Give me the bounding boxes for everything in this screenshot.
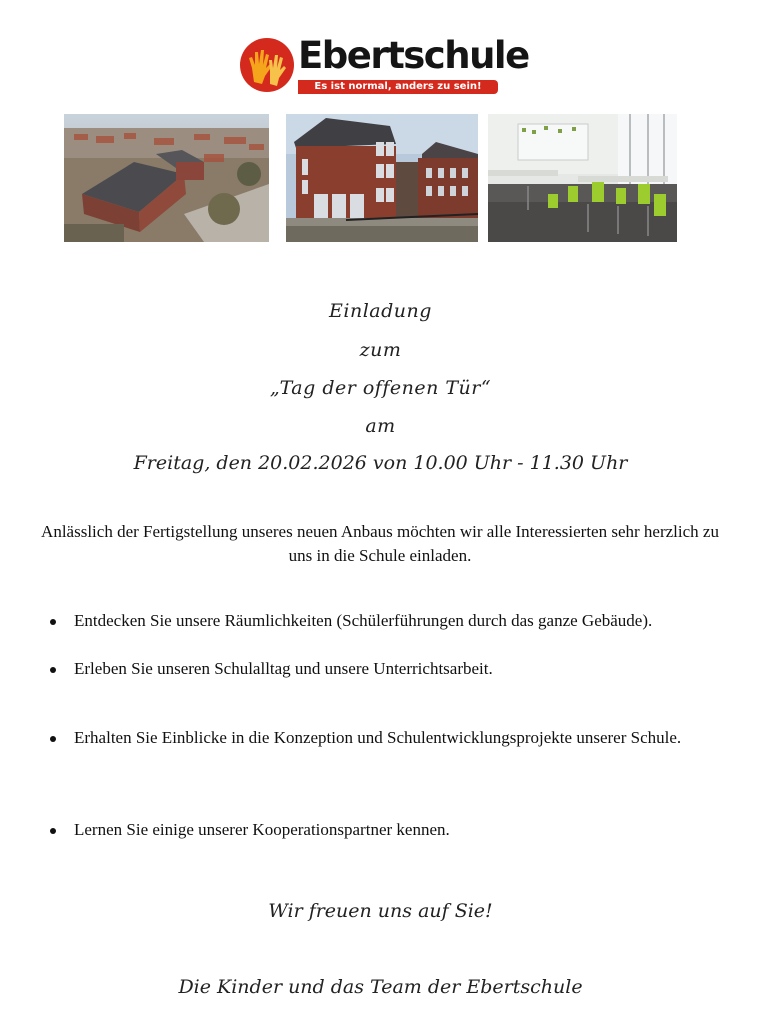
list-item-text: Erhalten Sie Einblicke in die Konzeption und Schulentwicklungsprojekte unserer Schule. <box>74 728 682 747</box>
heading-am: am <box>365 415 396 437</box>
bullet-icon <box>50 667 56 673</box>
classroom-photo <box>488 114 677 242</box>
signature-line: Die Kinder und das Team der Ebertschule <box>178 976 583 998</box>
heading-event-name: „Tag der offenen Tür“ <box>269 377 492 399</box>
closing-line: Wir freuen uns auf Sie! <box>268 900 493 922</box>
list-item <box>50 818 716 842</box>
list-item <box>50 609 716 633</box>
bullet-icon <box>50 828 56 834</box>
heading-zum: zum <box>359 339 402 361</box>
intro-paragraph: Anlässlich der Fertigstellung unseres neuen Anbaus möchten wir alle Interessierten sehr herzlich zu uns in die Schule einladen. <box>41 522 719 565</box>
list-item-text: Erleben Sie unseren Schulalltag und unsere Unterrichtsarbeit. <box>74 659 493 678</box>
list-item-text: Lernen Sie einige unserer Kooperationspartner kennen. <box>74 820 450 839</box>
school-logo <box>240 34 529 96</box>
heading-einladung: Einladung <box>329 300 432 322</box>
aerial-school-photo <box>64 114 269 242</box>
list-item <box>50 657 716 681</box>
list-item <box>50 726 716 750</box>
logo-name: Ebertschule <box>298 34 529 77</box>
logo-tagline-bar <box>298 80 498 94</box>
school-building-photo <box>286 114 478 242</box>
bullet-icon <box>50 736 56 742</box>
logo-tagline: Es ist normal, anders zu sein! <box>314 81 482 92</box>
list-item-text: Entdecken Sie unsere Räumlichkeiten (Schülerführungen durch das ganze Gebäude). <box>74 611 653 630</box>
hands-logo-icon <box>240 38 294 92</box>
event-date-time: Freitag, den 20.02.2026 von 10.00 Uhr - 11.30 Uhr <box>133 452 628 474</box>
bullet-icon <box>50 619 56 625</box>
